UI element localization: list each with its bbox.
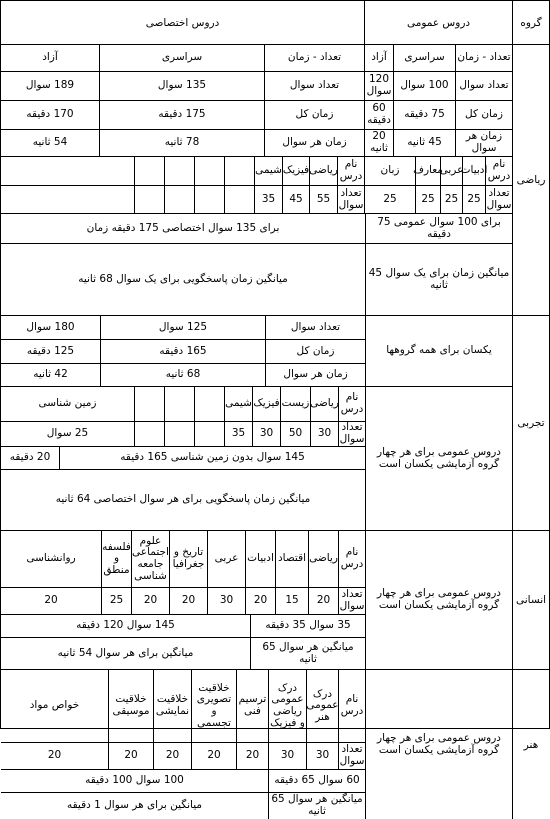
course-name: شیمی [224,387,252,421]
general-header: دروس عمومی [364,1,512,44]
value-cell: 20 [108,743,153,769]
row-label: زمان هر سوال [265,364,365,386]
value-cell: 20 دقیقه [9,451,51,464]
course-name: عربی [207,531,245,587]
course-name: زیست [280,387,310,421]
course-name [194,387,224,421]
value-cell: 20 [169,588,207,614]
course-name: فیزیک [282,157,309,185]
course-name [194,157,224,185]
specialized-average: میانگین برای هر سوال 1 دقیقه [66,799,203,812]
course-name: ترسیم فنی [236,670,268,742]
specialized-average: میانگین زمان پاسخگویی برای هر سوال اختصاصی 64 ثانیه [55,493,311,506]
course-name: اقتصاد [275,531,308,587]
specialized-total: 145 سوال بدون زمین شناسی 165 دقیقه [59,447,365,469]
row-label: زمان هر سوال [455,130,512,156]
value-cell: 170 دقیقه [26,108,74,121]
row-label: زمان هر سوال [264,130,364,156]
table-row [1,130,364,156]
value-cell: 25 [440,186,462,213]
table-row [1,670,365,743]
course-name [224,157,254,185]
row-label: نام درس [338,387,365,421]
value-cell: 20 [308,588,338,614]
value-cell: 50 [280,422,310,446]
specialized-header: دروس اختصاصی [145,16,220,29]
value-cell: 35 [224,422,252,446]
specialized-average: میانگین هر سوال 65 ثانیه [268,793,365,819]
course-name [164,387,194,421]
group-riazi [1,45,549,316]
value-cell: 68 ثانیه [100,364,265,386]
value-cell: 25 [415,186,440,213]
value-cell: 20 [131,588,169,614]
course-name [164,157,194,185]
general-note: دروس عمومی برای هر چهار گروه آزمایشی یکسان است [365,670,512,819]
group-honar [1,670,549,819]
course-name [1,157,134,185]
row-label: نام درس [338,670,365,742]
course-name: درک عمومی هنر [306,670,338,742]
general-note: دروس عمومی برای هر چهار گروه آزمایشی یکسان است [365,531,512,669]
row-label: زمان کل [265,340,365,363]
value-cell [1,186,134,213]
value-cell: 20 [47,749,62,762]
group-name: هنر [512,670,549,819]
row-label: تعداد سوال [339,421,365,445]
value-cell: 125 دقیقه [26,344,75,357]
course-name: زبان [380,164,400,177]
value-cell: 42 ثانیه [33,368,68,381]
specialized-average: میانگین هر سوال 65 ثانیه [250,638,365,669]
course-name: فیزیک [252,387,280,421]
value-cell: 60 دقیقه [367,102,391,126]
value-cell [134,186,164,213]
value-cell: 20 [191,743,236,769]
row-label: تعداد سوال [455,72,512,100]
riazi-averages [1,244,512,315]
value-cell: 175 دقیقه [99,101,264,129]
value-cell: 45 [282,186,309,213]
value-cell: 30 [306,743,338,769]
group-name: تجربی [512,316,549,530]
course-name: معارف [415,157,440,185]
table-row [1,101,364,130]
course-name: خلاقیت تصویری و تجسمی [191,670,236,742]
specialized-total: 35 سوال 35 دقیقه [250,615,365,637]
course-name: فلسفه و منطق [101,531,131,587]
value-cell: 20 [44,594,58,607]
table-row [365,130,512,156]
course-name: شیمی [254,157,282,185]
course-name: درک عمومی ریاضی و فیزیک [268,670,306,742]
table-row [1,72,364,101]
value-cell: 25 [383,192,397,205]
honar-detail [1,670,512,819]
row-label: نام درس [485,157,512,185]
col-header: تعداد - زمان [264,45,364,71]
group-header: گروه [512,1,549,44]
value-cell: 35 [254,186,282,213]
value-cell: 25 سوال [46,427,89,440]
value-cell [194,186,224,213]
value-cell: 54 ثانیه [32,136,68,149]
specialized-total: 145 سوال 120 دقیقه [76,619,175,632]
course-name [134,157,164,185]
value-cell: 55 [309,186,337,213]
value-cell: 100 سوال [393,72,455,100]
table-row [1,470,365,530]
general-total: برای 100 سوال عمومی 75 دقیقه [365,214,512,243]
value-cell: 120 سوال [366,73,392,97]
row-label: تعداد سوال [339,743,365,767]
group-ensani [1,531,549,670]
course-name: ریاضی [309,157,337,185]
table-row [1,588,365,615]
table-row [365,45,512,72]
table-row [1,387,365,422]
group-name: انسانی [512,531,549,669]
row-label: تعداد سوال [265,316,365,339]
course-name: عربی [440,157,462,185]
course-name: علوم اجتماعی جامعه شناسی [131,531,169,587]
row-label: زمان کل [264,101,364,129]
course-name: خلاقیت موسیقی [108,670,153,742]
value-cell: 20 [153,743,191,769]
course-name: ریاضی [310,387,338,421]
table-row [1,316,365,340]
course-name: تاریخ و جغرافیا [169,531,207,587]
value-cell [134,422,164,446]
value-cell: 45 ثانیه [393,130,455,156]
value-cell [164,186,194,213]
table-row [1,447,365,470]
ensani-detail [1,531,512,669]
row-label: تعداد سوال [339,588,365,612]
value-cell: 78 ثانیه [99,130,264,156]
value-cell [194,422,224,446]
col-header: آزاد [371,51,387,64]
value-cell: 25 [462,186,485,213]
col-header: سراسری [393,45,455,71]
value-cell: 30 [268,743,306,769]
value-cell: 75 دقیقه [393,101,455,129]
col-header: آزاد [42,51,58,64]
specialized-average: میانگین زمان پاسخگویی برای یک سوال 68 ثانیه [78,272,288,285]
specialized-total: برای 135 سوال اختصاصی 175 دقیقه زمان [86,221,280,234]
table-header [1,1,549,45]
table-row [1,638,365,669]
course-name: ادبیات [462,157,485,185]
course-name: خواص مواد [29,699,80,712]
table-row [1,186,364,213]
tajrobi-top [1,316,512,387]
group-tajrobi [1,316,549,531]
value-cell: 20 [245,588,275,614]
value-cell: 30 [310,422,338,446]
specialized-total: 60 سوال 65 دقیقه [268,770,365,792]
row-label: نام درس [338,531,365,587]
row-label: تعداد سوال [264,72,364,100]
value-cell [164,422,194,446]
course-name: روانشناسی [26,552,76,565]
table-row [365,101,512,130]
course-name: خلاقیت نمایشی [153,670,191,742]
value-cell: 15 [275,588,308,614]
col-header: تعداد - زمان [455,45,512,71]
value-cell: 25 [101,588,131,614]
table-row [365,157,512,186]
value-cell: 20 [236,743,268,769]
value-cell [224,186,254,213]
table-row [1,743,365,770]
tajrobi-detail [1,387,512,530]
table-row [1,45,364,72]
table-row [1,531,365,588]
course-name: ادبیات [245,531,275,587]
course-name [134,387,164,421]
value-cell: 189 سوال [25,79,75,92]
value-cell: 30 [207,588,245,614]
row-label: زمان کل [455,101,512,129]
table-row [1,422,365,447]
row-label: نام درس [337,157,364,185]
table-row [1,157,364,186]
value-cell: 165 دقیقه [100,340,265,363]
table-row [1,770,365,793]
riazi-detail [1,157,512,214]
general-average: میانگین زمان برای یک سوال 45 ثانیه [365,244,512,315]
value-cell: 180 سوال [26,320,75,333]
riazi-totals [1,214,512,244]
value-cell: 30 [252,422,280,446]
table-row [1,364,365,386]
riazi-top [1,45,512,157]
specialized-total: 100 سوال 100 دقیقه [85,774,184,787]
general-note: دروس عمومی برای هر چهار گروه آزمایشی یکسان است [365,387,512,530]
table-row [365,72,512,101]
row-label: تعداد سوال [337,186,364,213]
table-row [1,340,365,364]
row-label: تعداد سوال [485,186,512,213]
table-row [365,186,512,213]
table-row [1,793,365,819]
course-name: ریاضی [308,531,338,587]
group-name: ریاضی [512,45,549,315]
col-header: سراسری [99,45,264,71]
value-cell: 125 سوال [100,316,265,339]
table-row [1,615,365,638]
specialized-average: میانگین برای هر سوال 54 ثانیه [57,646,194,659]
general-note: یکسان برای همه گروهها [365,316,512,386]
value-cell: 20 ثانیه [370,130,388,154]
value-cell: 135 سوال [99,72,264,100]
course-name: زمین شناسی [38,397,97,410]
